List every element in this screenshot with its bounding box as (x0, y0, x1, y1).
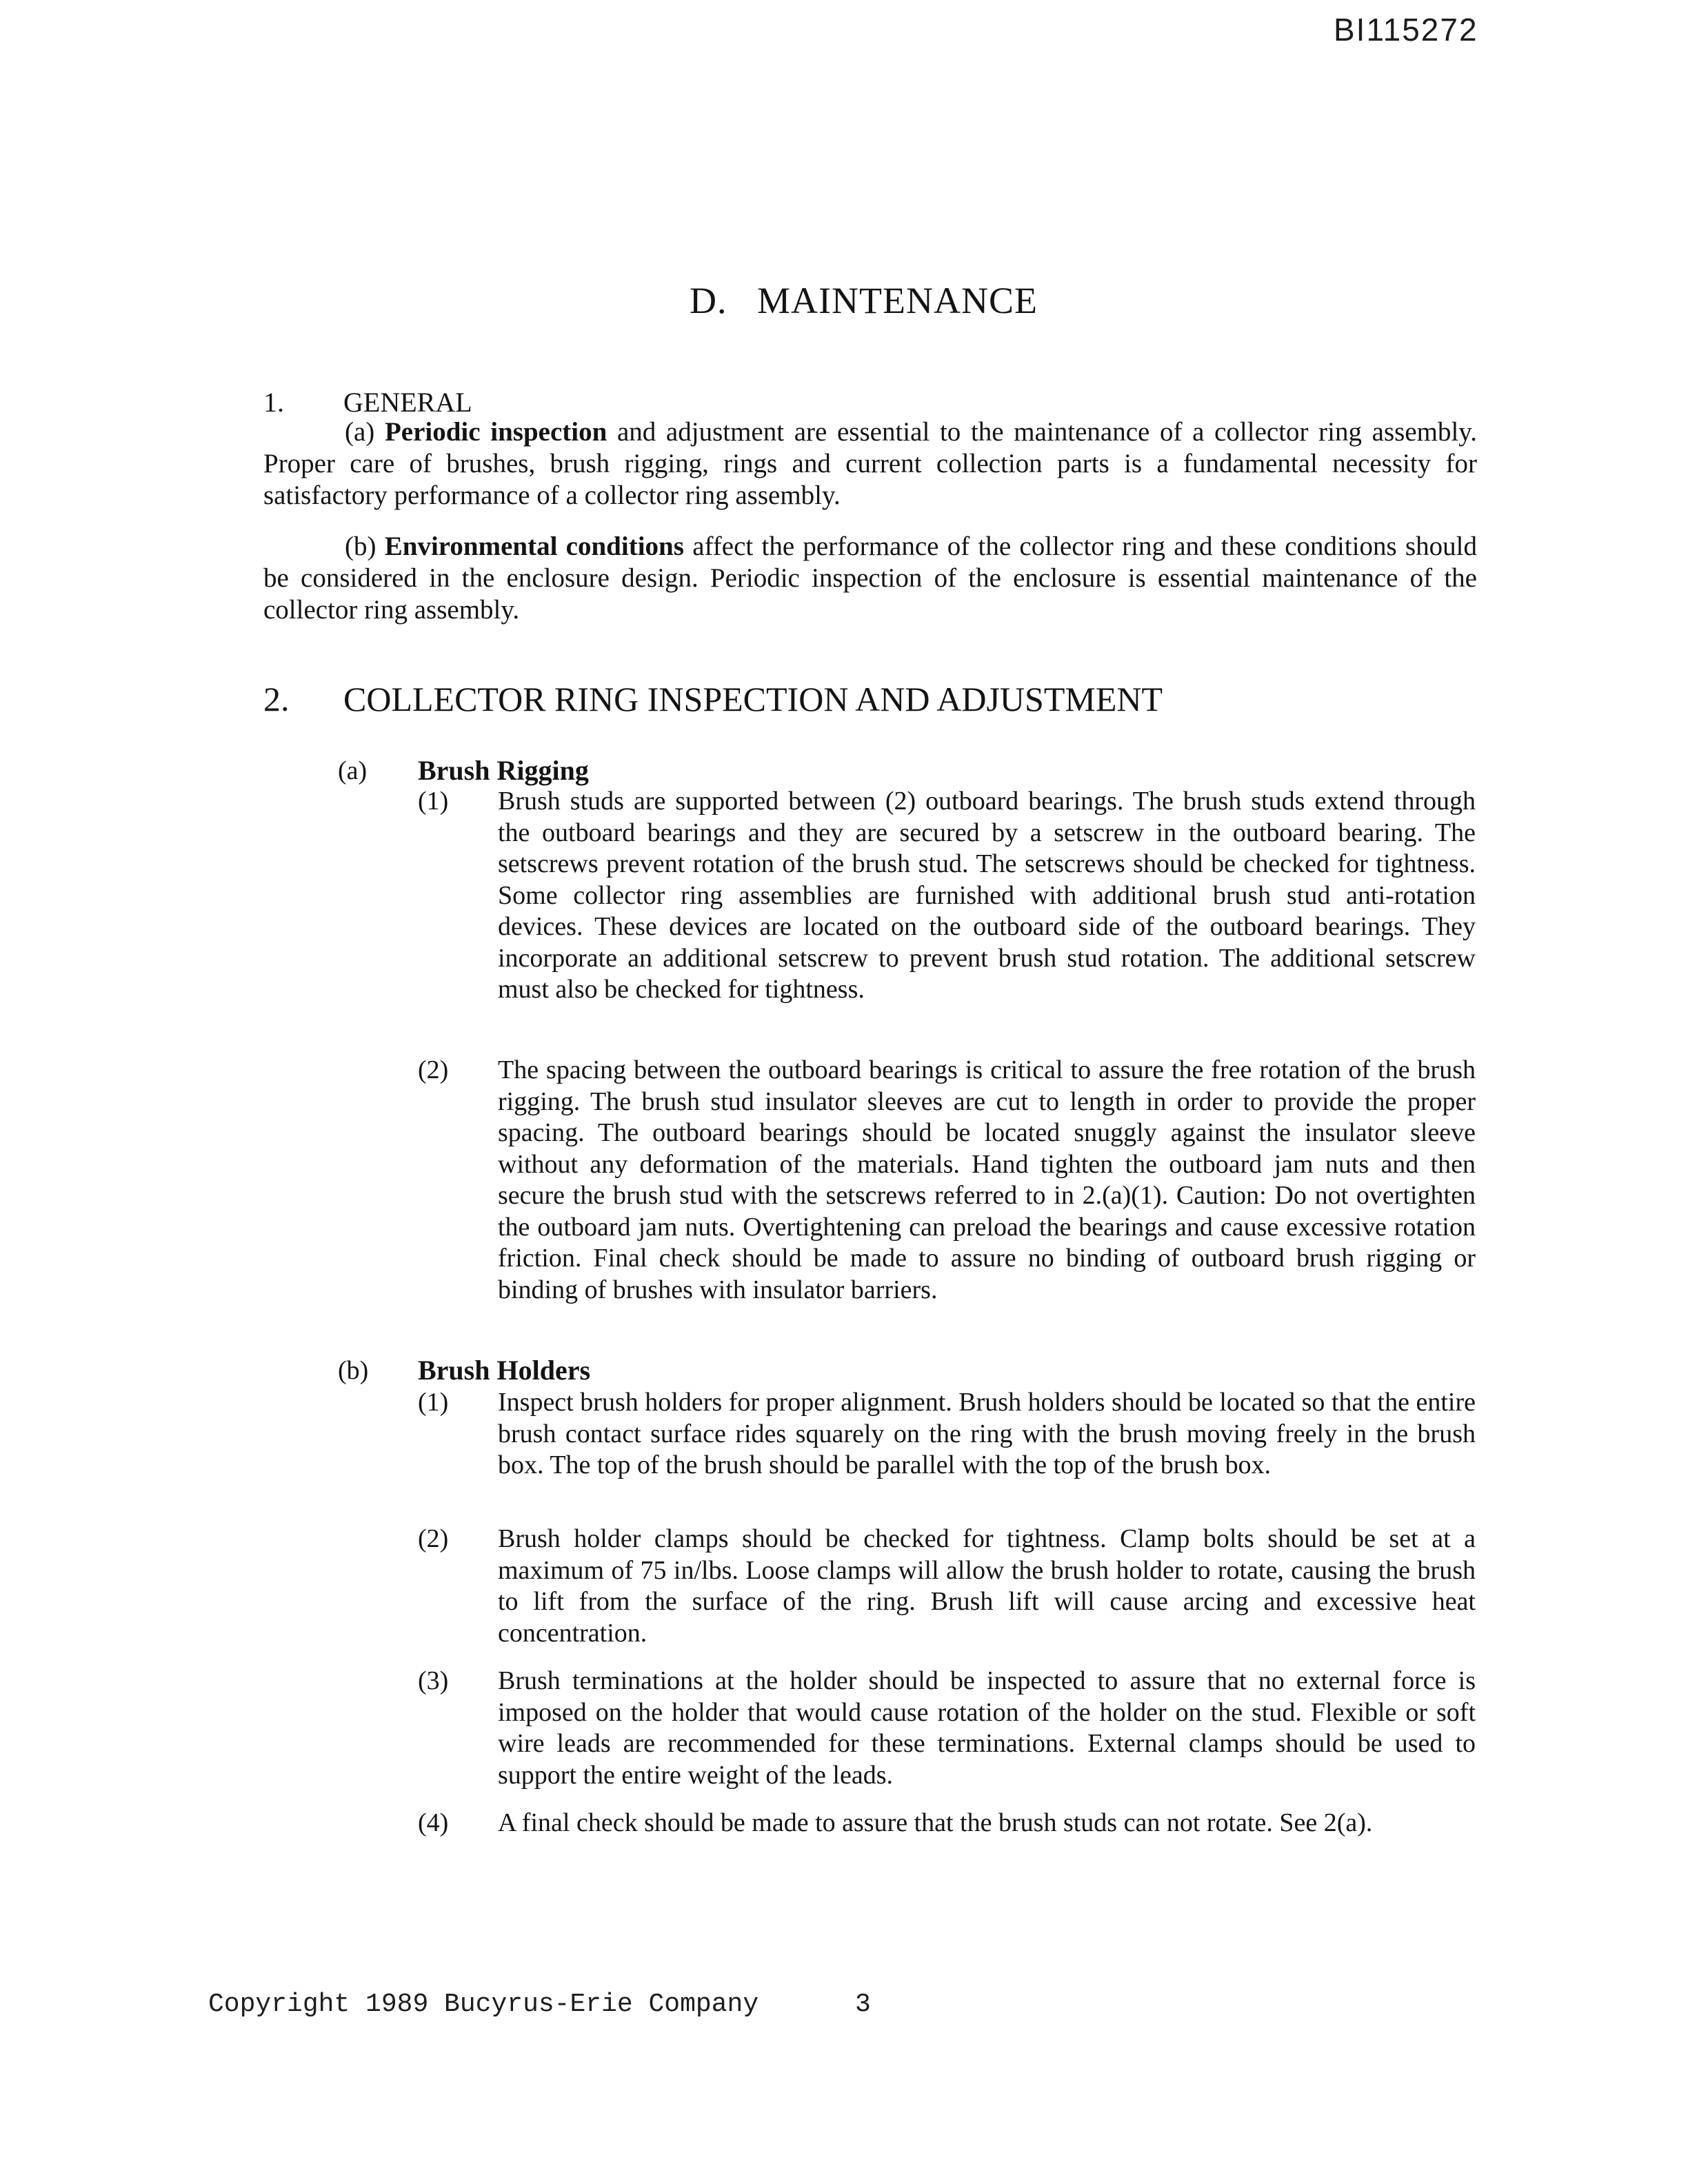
page-title: D. MAINTENANCE (690, 280, 1038, 321)
section-1-heading (263, 386, 472, 418)
item-number: (1) (418, 787, 449, 816)
item-number: (4) (418, 1808, 449, 1837)
item-number: (3) (418, 1666, 449, 1695)
section-title: GENERAL (343, 387, 472, 418)
paragraph-label: (a) (345, 417, 375, 447)
section-number: 1. (263, 387, 284, 418)
list-item: Brush terminations at the holder should be inspected to assure that no external force is imposed on the holder that would cause rotation of the holder on the stud. Flexible or soft wire leads are recommended for these terminations. External clamps should be used to support the entire weight of the leads. (498, 1666, 1476, 1790)
list-item: A final check should be made to assure that the brush studs can not rotate. See 2(a). (498, 1808, 1373, 1837)
paragraph-text: affect the performance of the collector ring and these conditions should be considered in the enclosure design. Periodic inspection of the enclosure is essential maintenance of the collector ring assembly. (263, 532, 1477, 625)
item-number: (2) (418, 1524, 449, 1553)
subsection-title-brush-rigging: Brush Rigging (418, 755, 589, 786)
item-number: (1) (418, 1388, 449, 1417)
section-number: 2. (263, 680, 290, 718)
document-id: BI115272 (1334, 12, 1478, 48)
section-2-heading (263, 679, 1163, 719)
paragraph-general-a (263, 416, 1477, 512)
list-item: Brush studs are supported between (2) outboard bearings. The brush studs extend through the outboard bearings and they are secured by a setscrew in the outboard bearing. The setscrews prevent rotation of the brush stud. The setscrews should be checked for tightness. Some collector ring assemblies are furnished with additional brush stud anti-rotation devices. These devices are located on the outboard side of the outboard bearings. They incorporate an additional setscrew to prevent brush stud rotation. The additional setscrew must also be checked for tightness. (498, 787, 1476, 1004)
section-title: COLLECTOR RING INSPECTION AND ADJUSTMENT (343, 680, 1163, 718)
paragraph-general-b (263, 531, 1477, 626)
paragraph-lead: Environmental conditions (384, 532, 684, 561)
paragraph-label: (b) (345, 532, 376, 561)
list-item: The spacing between the outboard bearings is critical to assure the free rotation of the brush rigging. The brush stud insulator sleeves are cut to length in order to provide the proper spacing. The outboard bearings should be located snuggly against the insulator sleeve without any deformation of the materials. Hand tighten the outboard jam nuts and then secure the brush stud with the setscrews referred to in 2.(a)(1). Caution: Do not overtighten the outboard jam nuts. Overtightening can preload the bearings and cause excessive rotation friction. Final check should be made to assure no binding of outboard brush rigging or binding of brushes with insulator barriers. (498, 1055, 1476, 1304)
subsection-letter-a: (a) (338, 756, 368, 785)
paragraph-text: and adjustment are essential to the maintenance of a collector ring assembly. Proper care of brushes, brush rigging, rings and current collection parts is a fundamental necessity for satisfactory performance of a collector ring assembly. (263, 417, 1478, 510)
page-number: 3 (855, 1990, 871, 2019)
item-number: (2) (418, 1055, 449, 1084)
list-item: Brush holder clamps should be checked for tightness. Clamp bolts should be set at a maximum of 75 in/lbs. Loose clamps will allow the brush holder to rotate, causing the brush to lift from the surface of the ring. Brush lift will cause arcing and excessive heat concentration. (498, 1524, 1476, 1648)
footer-copyright: Copyright 1989 Bucyrus-Erie Company (208, 1990, 759, 2019)
paragraph-lead: Periodic inspection (384, 417, 607, 447)
list-item: Inspect brush holders for proper alignment. Brush holders should be located so that the entire brush contact surface rides squarely on the ring with the brush moving freely in the brush box. The top of the brush should be parallel with the top of the brush box. (498, 1388, 1476, 1479)
subsection-letter-b: (b) (338, 1356, 369, 1385)
subsection-title-brush-holders: Brush Holders (418, 1355, 591, 1386)
